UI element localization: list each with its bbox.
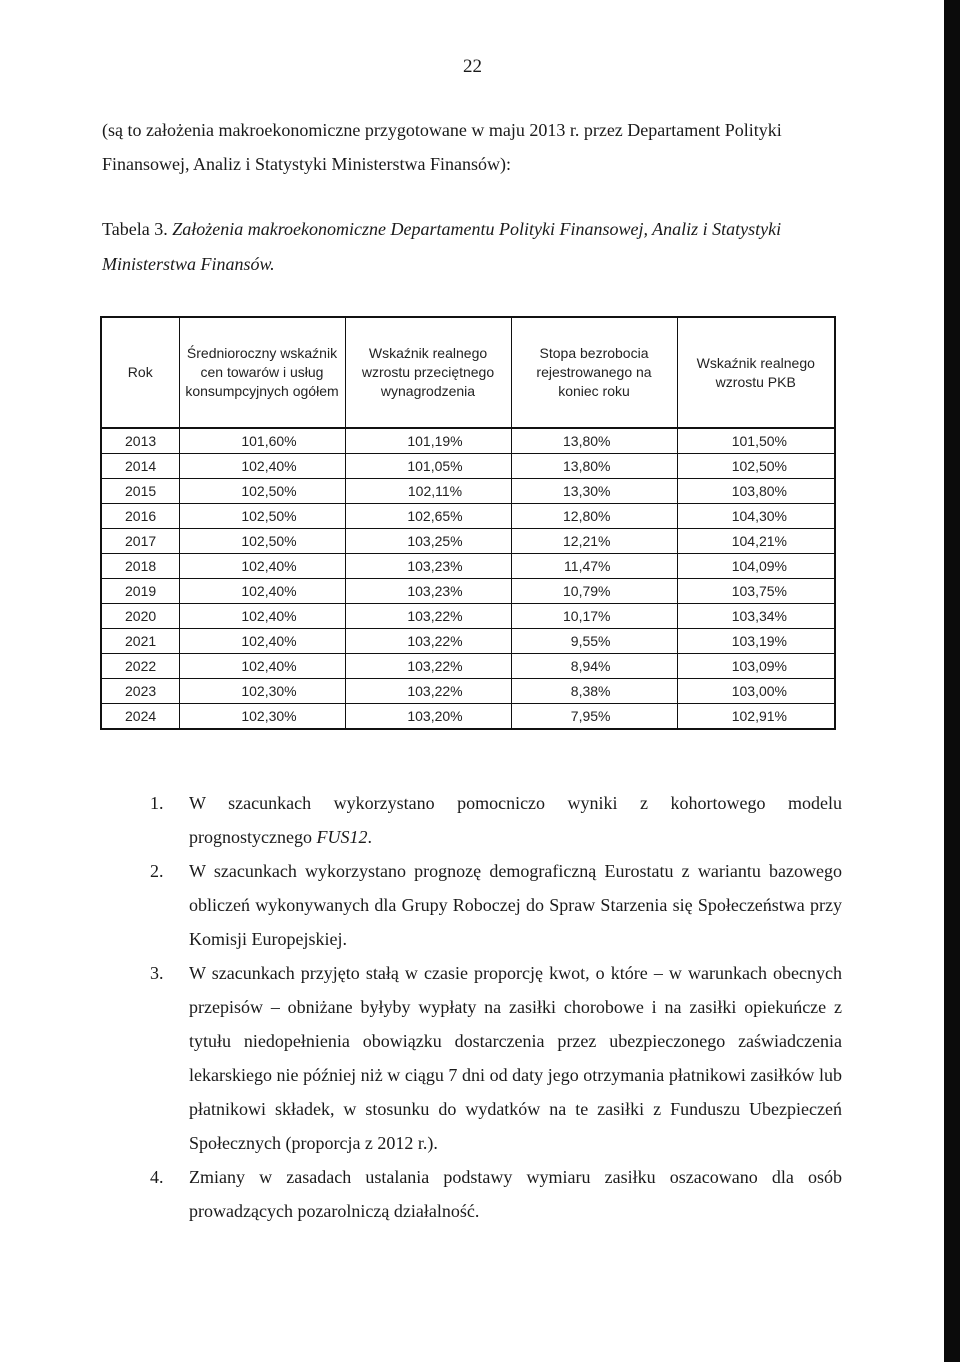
table-caption xyxy=(102,212,844,282)
year-cell: 2017 xyxy=(101,529,179,554)
value-cell: 102,50% xyxy=(179,479,345,504)
value-cell: 101,60% xyxy=(179,428,345,454)
value-cell: 13,30% xyxy=(511,479,677,504)
value-cell: 103,00% xyxy=(677,679,835,704)
macro-assumptions-table xyxy=(100,316,836,730)
intro-paragraph: (są to założenia makroekonomiczne przygotowane w maju 2013 r. przez Departament Polityki Finansowej, Analiz i Statystyki Ministerstwa Finansów): xyxy=(102,120,782,174)
year-cell: 2015 xyxy=(101,479,179,504)
table-row xyxy=(101,629,835,654)
value-cell: 103,23% xyxy=(345,579,511,604)
header-year: Rok xyxy=(101,317,179,428)
table-row xyxy=(101,504,835,529)
note-tail: . xyxy=(367,827,372,847)
value-cell: 102,40% xyxy=(179,629,345,654)
note-item xyxy=(150,956,842,1160)
value-cell: 12,21% xyxy=(511,529,677,554)
value-cell: 103,75% xyxy=(677,579,835,604)
value-cell: 102,65% xyxy=(345,504,511,529)
table-row xyxy=(101,604,835,629)
value-cell: 104,09% xyxy=(677,554,835,579)
value-cell: 103,20% xyxy=(345,704,511,730)
value-cell: 103,22% xyxy=(345,654,511,679)
header-wage-growth: Wskaźnik realnego wzrostu przeciętnego wynagrodzenia xyxy=(345,317,511,428)
value-cell: 12,80% xyxy=(511,504,677,529)
value-cell: 102,40% xyxy=(179,604,345,629)
table-row xyxy=(101,454,835,479)
value-cell: 102,40% xyxy=(179,554,345,579)
note-text: Zmiany w zasadach ustalania podstawy wymiaru zasiłku oszacowano dla osób prowadzących pozarolniczą działalność. xyxy=(189,1167,842,1221)
value-cell: 11,47% xyxy=(511,554,677,579)
note-item xyxy=(150,786,842,854)
header-gdp-growth: Wskaźnik realnego wzrostu PKB xyxy=(677,317,835,428)
year-cell: 2014 xyxy=(101,454,179,479)
value-cell: 103,23% xyxy=(345,554,511,579)
value-cell: 102,50% xyxy=(677,454,835,479)
table-row xyxy=(101,704,835,730)
note-item xyxy=(150,854,842,956)
year-cell: 2016 xyxy=(101,504,179,529)
header-cpi: Średnioroczny wskaźnik cen towarów i usług konsumpcyjnych ogółem xyxy=(179,317,345,428)
note-number: 4. xyxy=(150,1167,164,1187)
value-cell: 13,80% xyxy=(511,454,677,479)
value-cell: 9,55% xyxy=(511,629,677,654)
note-number: 3. xyxy=(150,963,164,983)
value-cell: 102,40% xyxy=(179,654,345,679)
note-number: 2. xyxy=(150,861,164,881)
year-cell: 2020 xyxy=(101,604,179,629)
value-cell: 104,30% xyxy=(677,504,835,529)
header-unemployment: Stopa bezrobocia rejestrowanego na koniec roku xyxy=(511,317,677,428)
value-cell: 102,50% xyxy=(179,529,345,554)
year-cell: 2023 xyxy=(101,679,179,704)
value-cell: 102,30% xyxy=(179,679,345,704)
notes-list xyxy=(150,786,842,1228)
value-cell: 13,80% xyxy=(511,428,677,454)
year-cell: 2018 xyxy=(101,554,179,579)
note-text: W szacunkach wykorzystano pomocniczo wyniki z kohortowego modelu prognostycznego xyxy=(189,793,842,847)
table-header-row xyxy=(101,317,835,428)
value-cell: 103,22% xyxy=(345,604,511,629)
table-row xyxy=(101,529,835,554)
value-cell: 101,05% xyxy=(345,454,511,479)
year-cell: 2021 xyxy=(101,629,179,654)
note-item xyxy=(150,1160,842,1228)
value-cell: 8,38% xyxy=(511,679,677,704)
value-cell: 102,40% xyxy=(179,454,345,479)
value-cell: 102,11% xyxy=(345,479,511,504)
value-cell: 8,94% xyxy=(511,654,677,679)
table-caption-prefix: Tabela 3. xyxy=(102,219,168,239)
note-text: W szacunkach wykorzystano prognozę demograficzną Eurostatu z wariantu bazowego obliczeń wykonywanych dla Grupy Roboczej do Spraw Starzenia się Społeczeństwa przy Komisji Europejskiej. xyxy=(189,861,842,949)
value-cell: 103,09% xyxy=(677,654,835,679)
value-cell: 10,17% xyxy=(511,604,677,629)
table-caption-title: Założenia makroekonomiczne Departamentu Polityki Finansowej, Analiz i Statystyki Ministerstwa Finansów. xyxy=(102,219,782,274)
note-number: 1. xyxy=(150,793,164,813)
table-row xyxy=(101,554,835,579)
note-model-name: FUS12 xyxy=(316,827,368,847)
table-body xyxy=(101,428,835,729)
value-cell: 103,19% xyxy=(677,629,835,654)
value-cell: 101,50% xyxy=(677,428,835,454)
value-cell: 104,21% xyxy=(677,529,835,554)
value-cell: 102,50% xyxy=(179,504,345,529)
table-row xyxy=(101,679,835,704)
value-cell: 103,22% xyxy=(345,629,511,654)
note-text: W szacunkach przyjęto stałą w czasie proporcję kwot, o które – w warunkach obecnych przepisów – obniżane byłyby wypłaty na zasiłki chorobowe i na zasiłki opiekuńcze z tytułu niedopełnienia obowiązku dostarczenia przez ubezpieczonego zaświadczenia lekarskiego nie później niż w ciągu 7 dni od daty jego otrzymania płatnikowi zasiłków lub płatnikowi składek, w stosunku do wydatków na te zasiłki z Funduszu Ubezpieczeń Społecznych (proporcja z 2012 r.). xyxy=(189,963,842,1153)
value-cell: 102,91% xyxy=(677,704,835,730)
value-cell: 7,95% xyxy=(511,704,677,730)
value-cell: 103,80% xyxy=(677,479,835,504)
year-cell: 2019 xyxy=(101,579,179,604)
table-row xyxy=(101,428,835,454)
value-cell: 10,79% xyxy=(511,579,677,604)
year-cell: 2013 xyxy=(101,428,179,454)
table-row xyxy=(101,479,835,504)
year-cell: 2022 xyxy=(101,654,179,679)
value-cell: 102,30% xyxy=(179,704,345,730)
table-row xyxy=(101,654,835,679)
value-cell: 103,34% xyxy=(677,604,835,629)
value-cell: 103,25% xyxy=(345,529,511,554)
scan-edge-bar xyxy=(944,0,960,1362)
value-cell: 103,22% xyxy=(345,679,511,704)
value-cell: 101,19% xyxy=(345,428,511,454)
page-number: 22 xyxy=(463,56,482,77)
value-cell: 102,40% xyxy=(179,579,345,604)
table-row xyxy=(101,579,835,604)
year-cell: 2024 xyxy=(101,704,179,730)
